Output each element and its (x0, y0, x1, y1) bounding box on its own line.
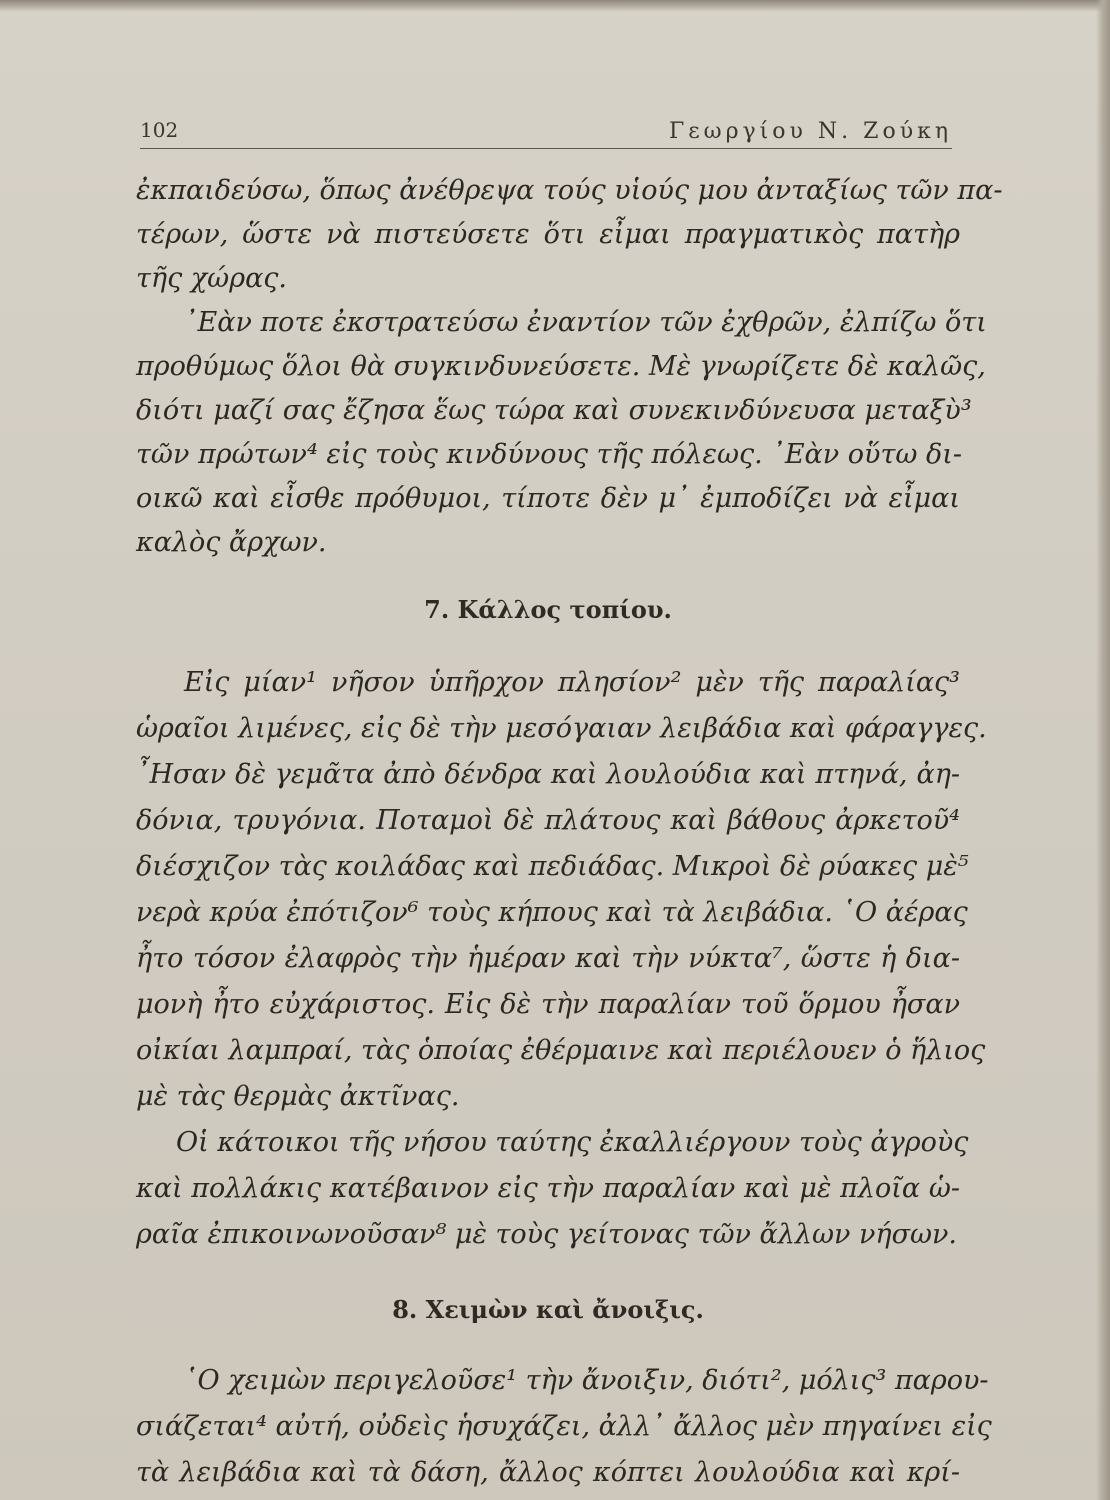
text-line: ῏Ησαν δὲ γεμᾶτα ἀπὸ δένδρα καὶ λουλούδια καὶ πτηνά, ἀη- (136, 759, 960, 790)
text-line: μονὴ ἦτο εὐχάριστος. Εἰς δὲ τὴν παραλίαν τοῦ ὅρμου ἦσαν (136, 989, 960, 1020)
text-line: τὰ λειβάδια καὶ τὰ δάση, ἄλλος κόπτει λουλούδια καὶ κρί- (136, 1457, 960, 1488)
page-binding-edge (1096, 0, 1110, 1500)
text-line: τῆς χώρας. (136, 263, 288, 294)
text-line: τῶν πρώτων⁴ εἰς τοὺς κινδύνους τῆς πόλεως. ᾿Εὰν οὕτω δι- (136, 439, 962, 470)
running-head: Γεωργίου Ν. Ζούκη (669, 119, 952, 144)
text-line: νερὰ κρύα ἐπότιζον⁶ τοὺς κήπους καὶ τὰ λειβάδια. ῾Ο ἀέρας (136, 897, 968, 928)
text-line: ῾Ο χειμὼν περιγελοῦσε¹ τὴν ἄνοιξιν, διότι², μόλις³ παρου- (184, 1365, 989, 1396)
text-line: ᾿Εὰν ποτε ἐκστρατεύσω ἐναντίον τῶν ἐχθρῶν, ἐλπίζω ὅτι (184, 307, 987, 338)
text-line: διότι μαζί σας ἔζησα ἕως τώρα καὶ συνεκινδύνευσα μεταξὺ³ (136, 395, 972, 426)
text-line: ἦτο τόσον ἐλαφρὸς τὴν ἡμέραν καὶ τὴν νύκτα⁷, ὥστε ἡ δια- (136, 943, 960, 974)
text-line: Οἱ κάτοικοι τῆς νήσου ταύτης ἐκαλλιέργουν τοὺς ἀγροὺς (176, 1127, 969, 1158)
text-line: δόνια, τρυγόνια. Ποταμοὶ δὲ πλάτους καὶ βάθους ἀρκετοῦ⁴ (136, 805, 960, 836)
text-line: διέσχιζον τὰς κοιλάδας καὶ πεδιάδας. Μικροὶ δὲ ρύακες μὲ⁵ (136, 851, 969, 882)
text-line: οἰκίαι λαμπραί, τὰς ὁποίας ἐθέρμαινε καὶ περιέλουεν ὁ ἥλιος (136, 1035, 986, 1066)
text-line: καὶ πολλάκις κατέβαινον εἰς τὴν παραλίαν καὶ μὲ πλοῖα ὡ- (136, 1173, 960, 1204)
section-7-title: 7. Κάλλος τοπίου. (424, 595, 672, 624)
text-line: μὲ τὰς θερμὰς ἀκτῖνας. (136, 1081, 460, 1112)
page-header (140, 108, 952, 149)
text-line: οικῶ καὶ εἶσθε πρόθυμοι, τίποτε δὲν μ᾿ ἐμποδίζει νὰ εἶμαι (136, 483, 960, 514)
text-line: ἐκπαιδεύσω, ὅπως ἀνέθρεψα τούς υἱούς μου ἀνταξίως τῶν πα- (136, 175, 1003, 206)
page-top-edge (0, 0, 1110, 12)
text-line: καλὸς ἄρχων. (136, 527, 327, 558)
section-8-title: 8. Χειμὼν καὶ ἄνοιξις. (392, 1295, 704, 1324)
text-line: προθύμως ὅλοι θὰ συγκινδυνεύσετε. Μὲ γνωρίζετε δὲ καλῶς, (136, 351, 986, 382)
text-line: τέρων, ὥστε νὰ πιστεύσετε ὅτι εἶμαι πραγματικὸς πατὴρ (136, 219, 960, 250)
page-number: 102 (140, 118, 179, 142)
text-line: ὡραῖοι λιμένες, εἰς δὲ τὴν μεσόγαιαν λειβάδια καὶ φάραγγες. (136, 713, 987, 744)
text-line: σιάζεται⁴ αὐτή, οὐδεὶς ἡσυχάζει, ἀλλ᾿ ἄλλος μὲν πηγαίνει εἰς (136, 1411, 992, 1442)
text-line: Εἰς μίαν¹ νῆσον ὑπῆρχον πλησίον² μὲν τῆς παραλίας³ (184, 667, 960, 698)
text-line: ραῖα ἐπικοινωνοῦσαν⁸ μὲ τοὺς γείτονας τῶν ἄλλων νήσων. (136, 1219, 958, 1250)
